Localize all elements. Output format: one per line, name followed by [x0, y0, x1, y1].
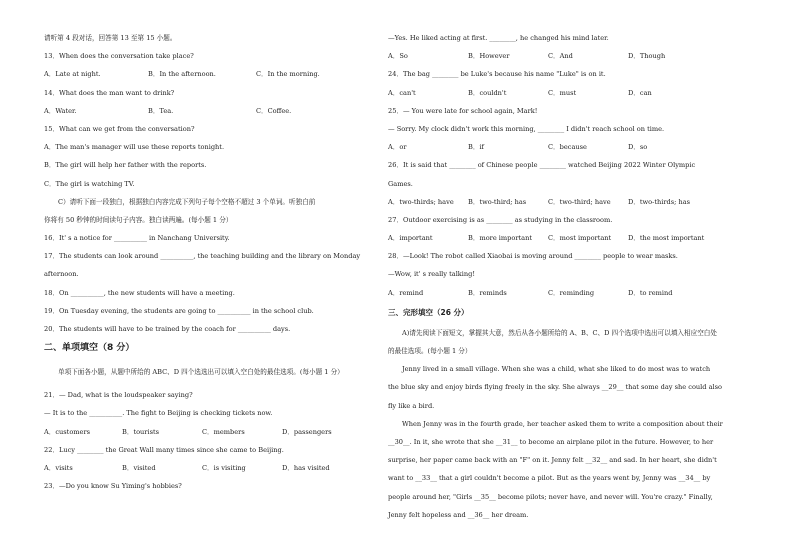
section-2-title: 二、单项填空（8 分）	[44, 343, 135, 354]
option-c: C．two-third; have	[548, 197, 611, 206]
option-b: B．reminds	[468, 288, 507, 297]
question-28-options	[388, 289, 723, 298]
question-23-options	[388, 52, 723, 61]
option-a: A．can't	[388, 88, 416, 97]
part-c-instruction-line-1: C）请听下面一段独白，根据独白内容完成下列句子每个空格不超过 3 个单词。听独白前	[58, 197, 316, 206]
option-b: B．visited	[122, 463, 156, 472]
question-19: 19．On Tuesday evening, the students are going to __________ in the school club.	[44, 306, 314, 315]
question-24-options	[388, 89, 723, 98]
option-a: A．The man's manager will use these reports tonight.	[44, 143, 225, 152]
option-b: B．more important	[468, 234, 532, 243]
passage-paragraph-2: When Jenny was in the fourth grade, her teacher asked them to write a composition about their __30__. In it, she wrote that she __31__ to become an airplane pilot in the future. However, to her surprise, her paper came back with an "F" on it. Jenny felt __32__ and sad. In her heart, she didn't want to __33__ that a girl couldn't become a pilot. But as the years went by, Jenny was __34__ by people around her, "Girls __35__ become pilots; never have, and never will. You're crazy." Finally, Jenny felt hopeless and __36__ her dream.	[388, 419, 723, 519]
question-17: 17．The students can look around __________, the teaching building and the library on Monday	[44, 252, 361, 261]
question-21-line-2: — It is to the __________. The fight to Beijing is checking tickets now.	[44, 409, 273, 418]
option-a: A．two-thirds; have	[388, 197, 454, 206]
option-a: A．customers	[44, 427, 90, 436]
passage-paragraph-1: Jenny lived in a small village. When she was a child, what she liked to do most was to watch the blue sky and enjoy birds flying freely in the sky. She always __29__ that some day she could also fly like a bird.	[388, 365, 722, 410]
question-25: 25．— You were late for school again, Mark!	[388, 106, 538, 115]
option-c: C．is visiting	[202, 463, 246, 472]
question-15: 15．What can we get from the conversation?	[44, 124, 195, 133]
section-3-title: 三、完形填空（26 分）	[388, 307, 469, 317]
question-14: 14．What does the man want to drink?	[44, 88, 175, 97]
option-b: B．However	[468, 52, 510, 61]
option-c: C．most important	[548, 234, 612, 243]
option-c: C．must	[548, 88, 577, 97]
question-23-continued: —Yes. He liked acting at first. ________, he changed his mind later.	[388, 34, 609, 42]
option-a: A．or	[388, 143, 407, 152]
option-a: A．So	[388, 52, 408, 61]
option-d: D．passengers	[282, 427, 332, 436]
option-d: D．so	[628, 143, 648, 152]
section-3-instruction: A)请先阅读下面短文，掌握其大意，然后从各小题所给的 A、B、C、D 四个选项中选出可以填入相应空白处的最佳选项。(每小题 1 分）	[388, 328, 717, 356]
question-27-options	[388, 234, 723, 243]
option-b: B．if	[468, 143, 484, 152]
question-21-options	[44, 428, 379, 437]
part-c-instruction-line-2: 你将有 50 秒钟的时间读句子内容。独白读两遍。(每小题 1 分）	[44, 215, 233, 224]
option-c: C．Coffee.	[256, 106, 292, 115]
option-c: C．reminding	[548, 288, 595, 297]
question-27: 27．Outdoor exercising is as ________ as studying in the classroom.	[388, 215, 613, 224]
option-c: C．because	[548, 143, 587, 152]
question-26: 26．It is said that ________ of Chinese people ________ watched Beijing 2022 Winter Olympic	[388, 161, 696, 170]
left-column	[44, 34, 379, 500]
question-13: 13．When does the conversation take place?	[44, 52, 194, 61]
question-25-line-2: — Sorry. My clock didn't work this morning, ________ I didn't reach school on time.	[388, 124, 665, 133]
option-b: B．In the afternoon.	[148, 70, 216, 79]
question-18: 18．On __________, the new students will have a meeting.	[44, 288, 235, 297]
right-column	[388, 34, 723, 524]
question-22: 22．Lucy ________ the Great Wall many times since she came to Beijing.	[44, 445, 284, 454]
question-14-options	[44, 107, 379, 116]
question-17-continued: afternoon.	[44, 270, 79, 279]
option-b: B．tourists	[122, 427, 159, 436]
option-c: C．And	[548, 52, 573, 61]
question-16: 16．It' s a notice for __________ in Nanchang University.	[44, 234, 230, 243]
option-b: B．The girl will help her father with the reports.	[44, 161, 207, 170]
question-21: 21．— Dad, what is the loudspeaker saying?	[44, 391, 193, 400]
question-28-line-2: —Wow, it' s really talking!	[388, 270, 476, 279]
question-23: 23．—Do you know Su Yiming's hobbies?	[44, 482, 182, 491]
option-a: A．important	[388, 234, 433, 243]
question-25-options	[388, 143, 723, 152]
option-a: A．visits	[44, 463, 73, 472]
question-28: 28．—Look! The robot called Xiaobai is moving around ________ people to wear masks.	[388, 252, 678, 261]
option-c: C．The girl is watching TV.	[44, 179, 135, 188]
option-d: D．to remind	[628, 288, 673, 297]
question-24: 24．The bag ________ be Luke's because his name "Luke" is on it.	[388, 70, 606, 79]
question-22-options	[44, 464, 379, 473]
option-a: A．remind	[388, 288, 424, 297]
option-b: B．two-third; has	[468, 197, 527, 206]
part4-intro: 请听第 4 段对话，回答第 13 至第 15 小题。	[44, 34, 177, 42]
option-d: D．Though	[628, 52, 666, 61]
option-a: A．Water.	[44, 106, 77, 115]
option-d: D．the most important	[628, 234, 705, 243]
question-26-options	[388, 198, 723, 207]
option-a: A．Late at night.	[44, 70, 101, 79]
question-13-options	[44, 70, 379, 79]
question-20: 20．The students will have to be trained by the coach for __________ days.	[44, 325, 291, 333]
option-d: D．has visited	[282, 463, 330, 472]
option-c: C．In the morning.	[256, 70, 320, 79]
option-d: D．can	[628, 88, 652, 97]
question-26-line-2: Games.	[388, 179, 413, 188]
option-c: C．members	[202, 427, 245, 436]
option-b: B．Tea.	[148, 106, 174, 115]
option-b: B．couldn't	[468, 88, 507, 97]
section-2-instruction: 单项下面各小题，从题中所给的 ABC、D 四个选选出可以填入空白处的最佳选项。(每小题 1 分）	[58, 368, 344, 377]
option-d: D．two-thirds; has	[628, 197, 691, 206]
